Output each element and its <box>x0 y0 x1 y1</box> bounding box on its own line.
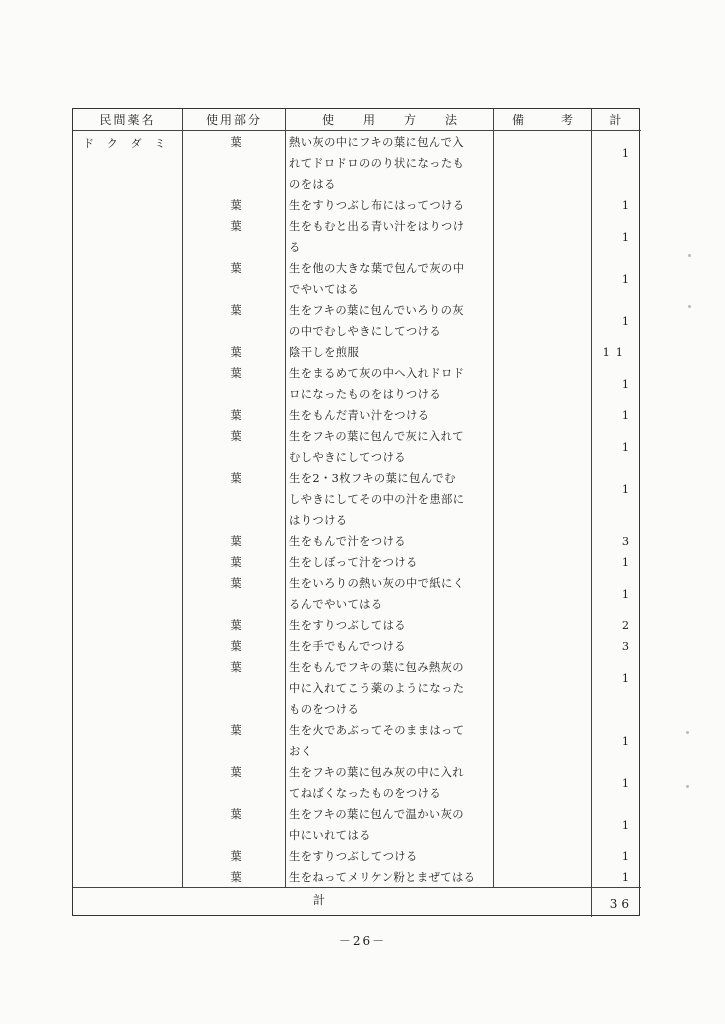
row-part: 葉 <box>230 871 242 884</box>
row-method-line: 中に入れてこう薬のようになった <box>289 682 465 695</box>
row-method-line: 生をもんで汁をつける <box>289 535 406 548</box>
row-count: 1 <box>621 272 629 286</box>
row-count: 1 <box>621 483 629 496</box>
row-method-line: 生を他の大きな葉で包んで灰の中 <box>289 262 465 275</box>
row-count: 1 <box>621 440 629 454</box>
row-method-line: 生をすりつぶしてつける <box>289 850 418 863</box>
row-method-line: る <box>289 241 301 254</box>
row-method-line: 生をフキの葉に包んで温かい灰の <box>289 808 465 821</box>
row-method-line: 生をまるめて灰の中へ入れドロド <box>289 367 465 380</box>
row-count: 1 <box>621 672 629 685</box>
row-method-line: ロになったものをはりつける <box>289 388 442 401</box>
row-part: 葉 <box>230 304 242 317</box>
row-part: 葉 <box>230 808 242 821</box>
header-name: 民間薬名 <box>99 113 156 127</box>
row-count: 1 <box>621 556 629 569</box>
row-method-line: れてドロドロののり状になったも <box>289 157 465 170</box>
row-count: 1 <box>621 147 629 160</box>
row-method-line: 中にいれてはる <box>289 829 371 842</box>
total-label: 計 <box>313 893 326 907</box>
row-part: 葉 <box>230 535 242 548</box>
col-divider <box>591 109 592 917</box>
remedy-name: ドクダミ <box>83 137 179 150</box>
row-method-line: るんでやいてはる <box>289 598 383 611</box>
row-count: 1 <box>621 587 629 601</box>
row-count: 1 <box>621 314 629 328</box>
row-method-line: 生をすりつぶしてはる <box>289 619 406 632</box>
row-part: 葉 <box>230 262 242 275</box>
scan-speck <box>686 731 689 734</box>
row-part: 葉 <box>230 199 242 212</box>
header-divider <box>73 130 641 131</box>
scan-speck <box>688 305 691 308</box>
row-method-line: 陰干しを煎服 <box>289 346 360 359</box>
row-part: 葉 <box>230 850 242 863</box>
row-method-line: むしやきにしてつける <box>289 451 406 464</box>
row-count: 1 <box>621 377 629 391</box>
row-method-line: はりつける <box>289 514 348 527</box>
row-method-line: 生をもんだ青い汁をつける <box>289 409 430 422</box>
row-part: 葉 <box>230 577 242 590</box>
row-method-line: 生をねってメリケン粉とまぜてはる <box>289 871 476 884</box>
header-part: 使用部分 <box>205 113 262 127</box>
scan-speck <box>686 785 689 788</box>
row-method-line: てねばくなったものをつける <box>289 787 442 800</box>
row-count: 11 <box>602 346 629 359</box>
row-method-line: でやいてはる <box>289 283 360 296</box>
row-method-line: のをはる <box>289 178 336 191</box>
row-count: 1 <box>621 734 629 748</box>
header-notes: 備 考 <box>512 113 573 127</box>
row-part: 葉 <box>230 367 242 380</box>
row-part: 葉 <box>230 472 242 485</box>
row-part: 葉 <box>230 724 242 737</box>
row-method-line: 生をもんでフキの葉に包み熱灰の <box>289 661 465 674</box>
row-method-line: 生をフキの葉に包んでいろりの灰 <box>289 304 465 317</box>
row-method-line: 生をいろりの熱い灰の中で紙にく <box>289 577 465 590</box>
row-part: 葉 <box>230 766 242 779</box>
row-part: 葉 <box>230 640 242 653</box>
row-part: 葉 <box>230 220 242 233</box>
row-count: 1 <box>621 871 629 884</box>
row-part: 葉 <box>230 430 242 443</box>
row-method-line: 生をすりつぶし布にはってつける <box>289 199 465 212</box>
col-divider <box>182 109 183 887</box>
remedy-table <box>72 108 640 916</box>
row-method-line: の中でむしやきにしてつける <box>289 325 442 338</box>
row-method-line: しやきにしてその中の汁を患部に <box>289 493 465 506</box>
row-method-line: 生をフキの葉に包み灰の中に入れ <box>289 766 465 779</box>
row-method-line: 熱い灰の中にフキの葉に包んで入 <box>289 136 465 149</box>
row-count: 2 <box>621 619 629 632</box>
row-method-line: 生をフキの葉に包んで灰に入れて <box>289 430 465 443</box>
scan-speck <box>688 254 691 257</box>
row-method-line: ものをつける <box>289 703 360 716</box>
row-count: 1 <box>621 776 629 790</box>
row-method-line: おく <box>289 745 313 758</box>
header-count: 計 <box>609 113 624 127</box>
row-method-line: 生を手でもんでつける <box>289 640 406 653</box>
row-part: 葉 <box>230 556 242 569</box>
col-divider <box>493 109 494 887</box>
row-count: 1 <box>621 409 629 422</box>
row-count: 1 <box>621 230 629 244</box>
row-method-line: 生をもむと出る青い汁をはりつけ <box>289 220 465 233</box>
row-method-line: 生を火であぶってそのままはって <box>289 724 465 737</box>
row-part: 葉 <box>230 619 242 632</box>
row-method-line: 生をしぼって汁をつける <box>289 556 418 569</box>
row-part: 葉 <box>230 409 242 422</box>
row-count: 3 <box>621 640 629 653</box>
row-part: 葉 <box>230 661 242 674</box>
row-count: 1 <box>621 850 629 863</box>
row-count: 3 <box>621 535 629 548</box>
total-value: 36 <box>609 897 633 911</box>
row-part: 葉 <box>230 346 242 359</box>
row-count: 1 <box>621 818 629 832</box>
row-count: 1 <box>621 199 629 212</box>
row-method-line: 生を2・3枚フキの葉に包んでむ <box>289 472 456 485</box>
row-part: 葉 <box>230 136 242 149</box>
header-method: 使 用 方 法 <box>322 113 457 127</box>
page-number: －26－ <box>338 934 387 948</box>
